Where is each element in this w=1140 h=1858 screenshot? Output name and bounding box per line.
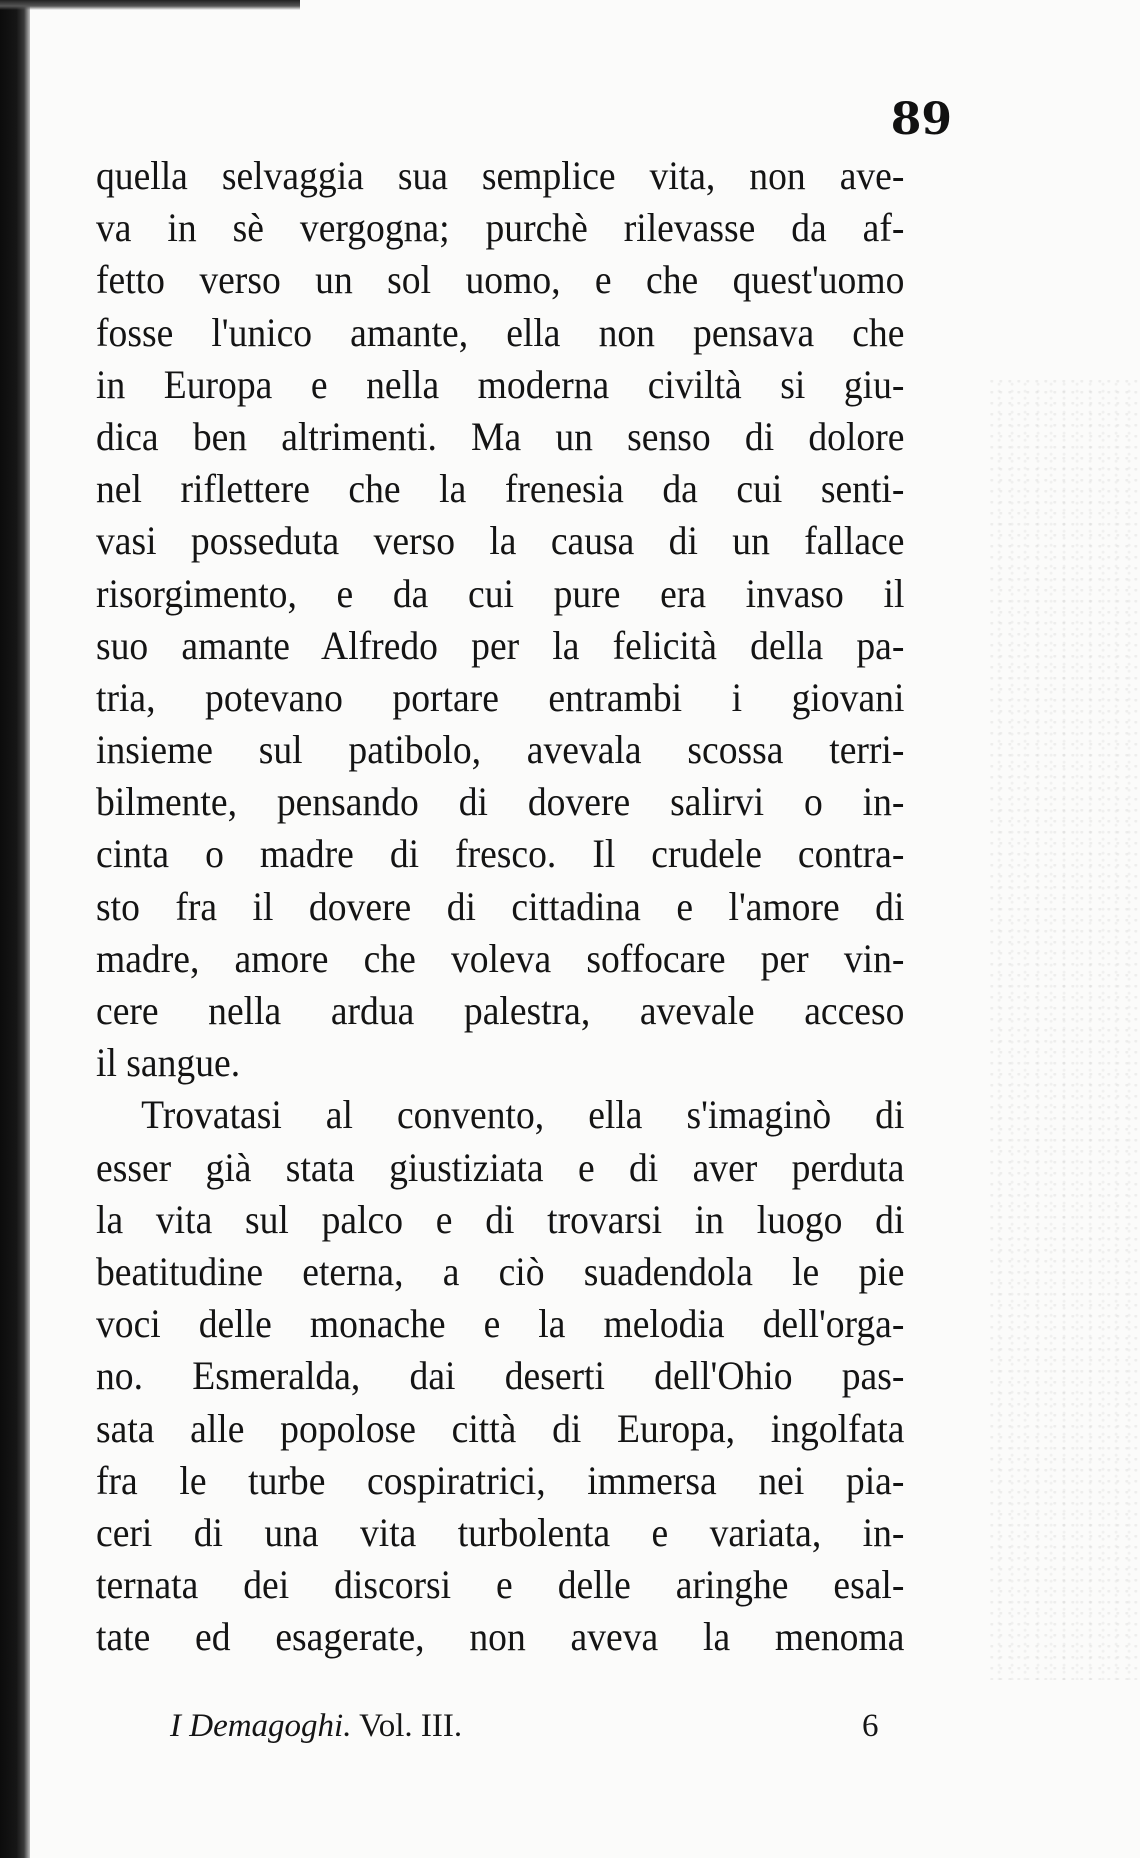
text-line: vasi posseduta verso la causa di un fallace [96,518,905,564]
text-line: no. Esmeralda, dai deserti dell'Ohio pas- [96,1353,905,1399]
text-line: fra le turbe cospiratrici, immersa nei pia- [96,1457,905,1503]
text-line: dica ben altrimenti. Ma un senso di dolore [96,413,905,459]
text-line: quella selvaggia sua semplice vita, non ave- [96,153,905,198]
text-line: insieme sul patibolo, avevala scossa terri- [96,727,905,773]
text-line: cere nella ardua palestra, avevale acceso [96,988,905,1033]
text-line: risorgimento, e da cui pure era invaso il [96,570,905,616]
signature-number: 6 [862,1708,879,1744]
text-line: madre, amore che voleva soffocare per vin- [96,935,905,981]
volume-label: Vol. III. [359,1708,463,1744]
text-line: ternata dei discorsi e delle aringhe esal- [96,1562,905,1608]
paper-speckle [990,380,1140,1680]
text-line: fosse l'unico amante, ella non pensava che [96,309,905,355]
text-line: sto fra il dovere di cittadina e l'amore di [96,883,905,929]
text-line: va in sè vergogna; purchè rilevasse da af- [96,205,905,251]
text-line: tate ed esagerate, non aveva la menoma [96,1614,905,1660]
binding-edge [0,0,30,1858]
page-number: 89 [890,94,952,145]
text-line: voci delle monache e la melodia dell'orga- [96,1301,905,1347]
text-line: esser già stata giustiziata e di aver perduta [96,1144,905,1190]
text-line: nel riflettere che la frenesia da cui senti- [96,466,905,512]
text-line: la vita sul palco e di trovarsi in luogo di [96,1196,905,1242]
text-line: fetto verso un sol uomo, e che quest'uomo [96,257,905,303]
text-line: sata alle popolose città di Europa, ingolfata [96,1405,905,1451]
text-line: ceri di una vita turbolenta e variata, in- [96,1509,905,1555]
top-edge-shadow [0,0,300,10]
text-line: tria, potevano portare entrambi i giovani [96,674,905,720]
text-line: in Europa e nella moderna civiltà si giu- [96,361,905,407]
text-line: suo amante Alfredo per la felicità della pa- [96,622,905,668]
series-title: I Demagoghi. [170,1708,352,1744]
text-line: bilmente, pensando di dovere salirvi o in- [96,779,905,825]
signature-mark [170,1708,462,1745]
text-line: cinta o madre di fresco. Il crudele contra- [96,831,905,877]
paragraph-start-line: Trovatasi al convento, ella s'imaginò di [141,1092,905,1138]
paragraph-end-line: il sangue. [96,1040,241,1086]
body-text [96,150,904,1663]
text-line: beatitudine eterna, a ciò suadendola le pie [96,1248,905,1294]
